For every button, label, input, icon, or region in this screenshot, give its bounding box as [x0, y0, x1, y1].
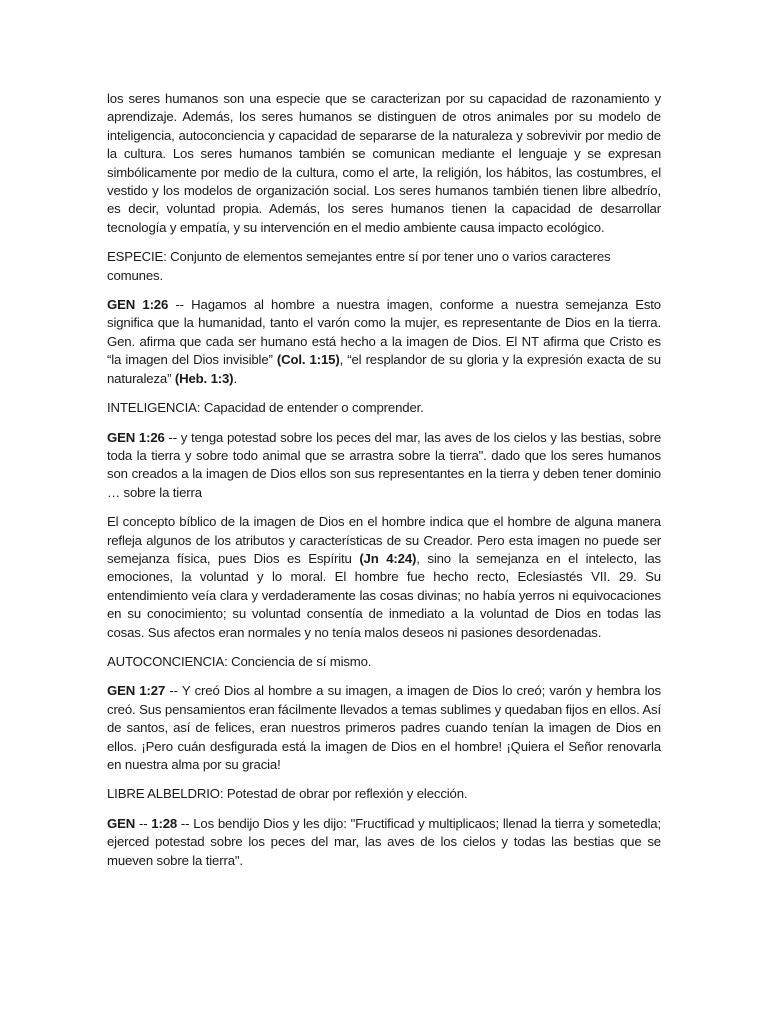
verse-paragraph-gen-1-28: [107, 815, 661, 870]
intro-paragraph: [107, 90, 661, 237]
verse-text: -- Los bendijo Dios y les dijo: "Fructificad y multiplicaos; llenad la tierra y sometedla; ejerced potestad sobre los peces del mar, las aves de los cielos y todas las bestias que se mueven sobre la tierra".: [107, 815, 661, 868]
verse-text: -- y tenga potestad sobre los peces del mar, las aves de los cielos y las bestias, sobre toda la tierra y sobre todo animal que se arrastra sobre la tierra". dado que los seres humanos son creados a la imagen de Dios ellos son sus representantes en la tierra y deben tener dominio … sobre la tierra: [107, 429, 662, 500]
verse-reference: (Jn 4:24): [359, 550, 417, 566]
paragraph-text: , sino la semejanza en el intelecto, las emociones, la voluntad y lo moral. El hombre fue hecho recto, Eclesiastés VII. 29. Su entendimiento veía clara y verdaderamente las cosas divinas; no había yerros ni equivocaciones en su conocimiento; su voluntad consentía de inmediato a la voluntad de Dios en todas las cosas. Sus afectos eran normales y no tenía malos deseos ni pasiones desordenadas.: [107, 550, 661, 640]
verse-separator: --: [135, 815, 152, 831]
definition-libre-albedrio-text: LIBRE ALBELDRIO: Potestad de obrar por reflexión y elección.: [107, 786, 468, 802]
verse-text: -- Hagamos al hombre a nuestra imagen, conforme a nuestra semejanza Esto significa que la humanidad, tanto el varón como la mujer, es representante de Dios en la tierra. Gen. afirma que cada ser humano está hecho a la imagen de Dios. El NT afirma que Cristo es “la imagen del Dios invisible”: [107, 297, 661, 368]
verse-reference: GEN 1:27: [107, 683, 166, 699]
verse-text: , “el resplandor de su gloria y la expresión exacta de su naturaleza”: [107, 352, 661, 386]
paragraph-text: El concepto bíblico de la imagen de Dios en el hombre indica que el hombre de alguna manera refleja algunos de los atributos y características de su Creador. Pero esta imagen no puede ser semejanza física, pues Dios es Espíritu: [107, 514, 661, 566]
definition-inteligencia: [107, 399, 661, 417]
definition-inteligencia-text: INTELIGENCIA: Capacidad de entender o comprender.: [107, 400, 424, 416]
definition-libre-albedrio: [107, 785, 661, 803]
verse-paragraph-gen-1-26-a: [107, 296, 661, 388]
verse-text: .: [233, 370, 237, 386]
verse-reference: (Col. 1:15): [276, 352, 340, 368]
verse-paragraph-gen-1-26-b: [107, 429, 661, 503]
definition-especie: [107, 248, 661, 285]
verse-text: -- Y creó Dios al hombre a su imagen, a imagen de Dios lo creó; varón y hembra los creó. Sus pensamientos eran fácilmente llevados a temas sublimes y quedaban fijos en ellos. Así de santos, así de felices, eran nuestros primeros padres cuando tenían la imagen de Dios en ellos. ¡Pero cuán desfigurada está la imagen de Dios en el hombre! ¡Quiera el Señor renovarla en nuestra alma por su gracia!: [107, 683, 661, 772]
verse-reference: GEN 1:26: [107, 297, 169, 313]
verse-reference: (Heb. 1:3): [174, 370, 234, 386]
image-of-god-paragraph: [107, 513, 661, 642]
verse-paragraph-gen-1-27: [107, 682, 661, 774]
definition-autoconciencia: [107, 653, 661, 671]
intro-text: los seres humanos son una especie que se caracterizan por su capacidad de razonamiento y aprendizaje. Además, los seres humanos se distinguen de otros animales por su modelo de inteligencia, autoconciencia y capacidad de separarse de la naturaleza y sobrevivir por medio de la cultura. Los seres humanos también se comunican mediante el lenguaje y se expresan simbólicamente por medio de la cultura, como el arte, la religión, los hábitos, las costumbres, el vestido y los modelos de organización social. Los seres humanos también tienen libre albedrío, es decir, voluntad propia. Además, los seres humanos tienen la capacidad de desarrollar tecnología y empatía, y su intervención en el medio ambiente causa impacto ecológico.: [107, 91, 661, 235]
verse-reference: GEN: [107, 815, 136, 831]
document-page: [107, 90, 661, 881]
definition-autoconciencia-text: AUTOCONCIENCIA: Conciencia de sí mismo.: [107, 653, 372, 669]
verse-reference: GEN 1:26: [107, 429, 165, 445]
definition-especie-text: ESPECIE: Conjunto de elementos semejantes entre sí por tener uno o varios caracteres comunes.: [107, 249, 611, 283]
verse-reference: 1:28: [151, 815, 178, 831]
